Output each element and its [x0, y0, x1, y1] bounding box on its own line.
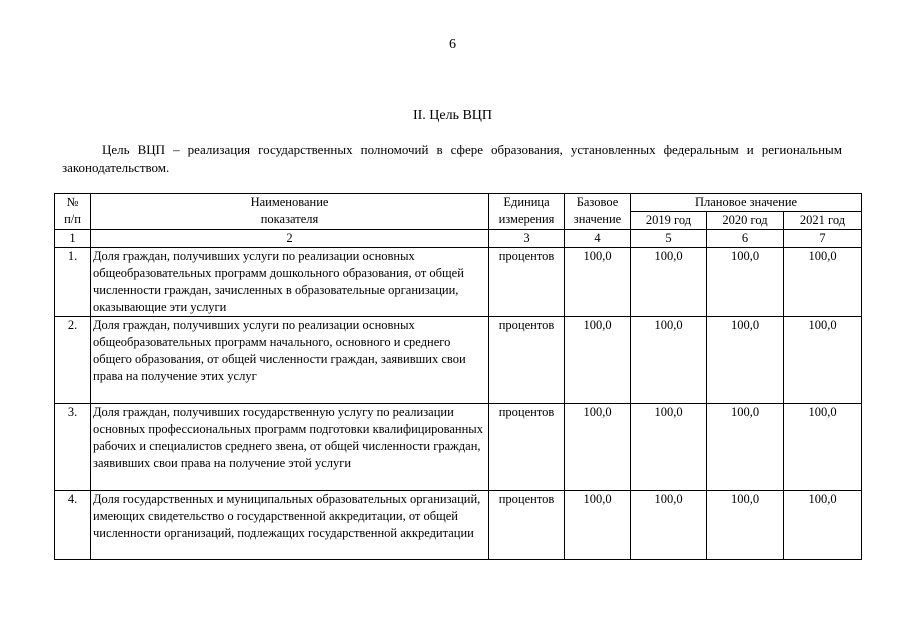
header-row-1 — [55, 194, 862, 212]
header-2021: 2021 год — [784, 212, 862, 230]
column-number: 5 — [631, 230, 707, 248]
base-value: 100,0 — [565, 317, 631, 404]
section-title: II. Цель ВЦП — [412, 108, 493, 123]
header-number-cell — [55, 194, 91, 230]
header-name-cell — [91, 194, 489, 230]
row-number: 2. — [55, 317, 91, 404]
page-number: 6 — [449, 37, 456, 52]
header-unit-cell — [489, 194, 565, 230]
unit-cell: процентов — [489, 248, 565, 317]
column-number: 2 — [91, 230, 489, 248]
value-2020: 100,0 — [707, 404, 784, 491]
row-number: 1. — [55, 248, 91, 317]
indicator-name: Доля граждан, получивших государственную услугу по реализации основных профессиональных программ подготовки квалифицированных рабочих и специалистов среднего звена, от общей численности граждан, заявивших свои права на получение этой услуги — [91, 404, 489, 491]
header-base-line2: значение — [573, 212, 622, 226]
column-number: 4 — [565, 230, 631, 248]
header-unit-line2: измерения — [498, 212, 555, 226]
base-value: 100,0 — [565, 491, 631, 560]
indicators-table — [54, 193, 862, 560]
intro-paragraph: Цель ВЦП – реализация государственных полномочий в сфере образования, установленных федеральным и региональным законодательством. — [62, 142, 842, 175]
indicator-name: Доля государственных и муниципальных образовательных организаций, имеющих свидетельство о государственной аккредитации, от общей численности организаций, подлежащих государственной аккредитации — [91, 491, 489, 560]
unit-cell: процентов — [489, 491, 565, 560]
header-base-line1: Базовое — [576, 195, 619, 209]
indicator-name: Доля граждан, получивших услуги по реализации основных общеобразовательных программ начального, основного и среднего общего образования, от общей численности граждан, заявивших свои права на получение этих услуг — [91, 317, 489, 404]
value-2021: 100,0 — [784, 491, 862, 560]
row-number: 3. — [55, 404, 91, 491]
value-2019: 100,0 — [631, 317, 707, 404]
table-row — [55, 248, 862, 317]
column-number-row — [55, 230, 862, 248]
value-2021: 100,0 — [784, 248, 862, 317]
value-2019: 100,0 — [631, 248, 707, 317]
base-value: 100,0 — [565, 404, 631, 491]
value-2021: 100,0 — [784, 317, 862, 404]
header-number-line2: п/п — [64, 212, 81, 226]
value-2021: 100,0 — [784, 404, 862, 491]
base-value: 100,0 — [565, 248, 631, 317]
value-2019: 100,0 — [631, 404, 707, 491]
table-row — [55, 404, 862, 491]
table-row — [55, 317, 862, 404]
value-2020: 100,0 — [707, 317, 784, 404]
unit-cell: процентов — [489, 404, 565, 491]
value-2020: 100,0 — [707, 248, 784, 317]
header-2019: 2019 год — [631, 212, 707, 230]
value-2020: 100,0 — [707, 491, 784, 560]
table-row — [55, 491, 862, 560]
header-name-line2: показателя — [260, 212, 319, 226]
column-number: 7 — [784, 230, 862, 248]
header-base-cell — [565, 194, 631, 230]
header-name-line1: Наименование — [250, 195, 329, 209]
header-unit-line1: Единица — [503, 195, 550, 209]
column-number: 1 — [55, 230, 91, 248]
column-number: 6 — [707, 230, 784, 248]
unit-cell: процентов — [489, 317, 565, 404]
header-planned: Плановое значение — [631, 194, 862, 212]
header-number-line1: № — [66, 195, 79, 209]
value-2019: 100,0 — [631, 491, 707, 560]
column-number: 3 — [489, 230, 565, 248]
indicator-name: Доля граждан, получивших услуги по реализации основных общеобразовательных программ дошкольного образования, от общей численности граждан, зачисленных в образовательные организации, оказывающие эти услуги — [91, 248, 489, 317]
row-number: 4. — [55, 491, 91, 560]
header-2020: 2020 год — [707, 212, 784, 230]
